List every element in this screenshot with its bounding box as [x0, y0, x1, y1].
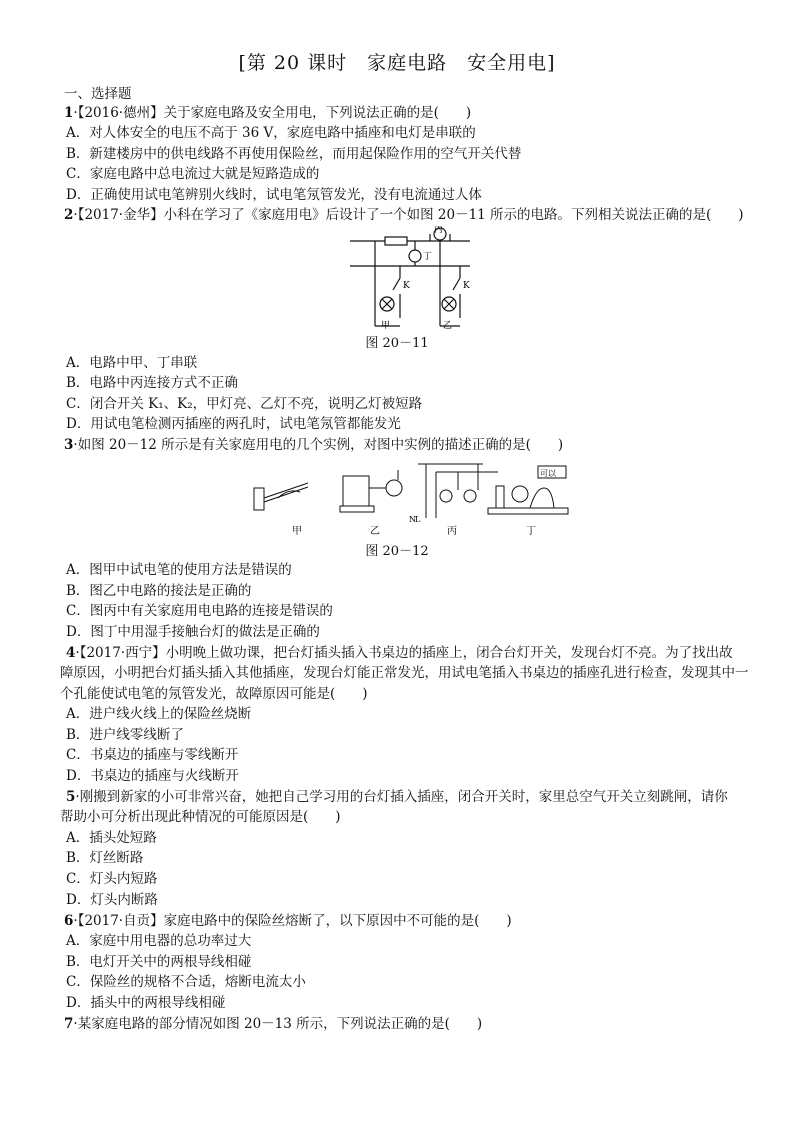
label-bing: 丙 — [447, 526, 457, 537]
question-number: 5 — [66, 789, 76, 805]
label-jia: 甲 — [381, 321, 391, 330]
figure-caption: 图 20－12 — [365, 544, 429, 559]
label-k2: K — [463, 281, 470, 291]
question-1 — [64, 103, 471, 123]
option-a: A．家庭中用电器的总功率过大 — [66, 933, 252, 949]
label-n: N — [409, 515, 416, 524]
option-d: D．书桌边的插座与火线断开 — [66, 768, 239, 784]
question-number: 3 — [64, 437, 74, 453]
question-2 — [64, 205, 744, 225]
label-k1: K — [403, 281, 410, 291]
question-7 — [64, 1014, 482, 1034]
label-yi: 乙 — [370, 526, 380, 537]
option-d: D．图丁中用湿手接触台灯的做法是正确的 — [66, 624, 320, 640]
option-b: B．灯丝断路 — [66, 850, 144, 866]
option-b: B．进户线零线断了 — [66, 727, 184, 743]
figure-20-11-circuit — [345, 226, 475, 330]
question-stem: ·刚搬到新家的小可非常兴奋，她把自己学习用的台灯插入插座，闭合开关时，家里总空气开关立刻跳闸，请你 — [75, 789, 728, 805]
label-ding: 丁 — [423, 252, 433, 262]
option-c: C．图丙中有关家庭用电电路的连接是错误的 — [66, 603, 333, 619]
question-4-line-3: 个孔能使试电笔的氖管发光，故障原因可能是( ) — [60, 686, 368, 702]
option-b: B．图乙中电路的接法是正确的 — [66, 583, 252, 599]
label-l: L — [415, 515, 421, 524]
option-a: A．插头处短路 — [66, 830, 157, 846]
question-number: 4 — [66, 645, 76, 661]
label-keyi: 可以 — [540, 469, 556, 478]
question-stem: ·某家庭电路的部分情况如图 20－13 所示，下列说法正确的是( ) — [73, 1016, 483, 1032]
section-heading: 一、选择题 — [64, 86, 132, 102]
question-5-line-2: 帮助小可分析出现此种情况的可能原因是( ) — [60, 809, 341, 825]
label-bing: 丙 — [434, 226, 444, 235]
question-number: 6 — [64, 913, 74, 929]
option-c: C．家庭电路中总电流过大就是短路造成的 — [66, 166, 320, 182]
question-stem: ·【2017·西宁】小明晚上做功课，把台灯插头插入书桌边的插座上，闭合台灯开关，发现台灯不亮。为了找出故 — [75, 645, 733, 661]
question-number: 1 — [64, 105, 74, 121]
question-number: 7 — [64, 1016, 74, 1032]
question-stem: ·如图 20－12 所示是有关家庭用电的几个实例，对图中实例的描述正确的是( ) — [73, 437, 564, 453]
option-d: D．用试电笔检测丙插座的两孔时，试电笔氖管都能发光 — [66, 416, 401, 432]
question-4 — [66, 643, 733, 663]
question-stem: ·【2017·金华】小科在学习了《家庭用电》后设计了一个如图 20－11 所示的电路。下列相关说法正确的是( ) — [73, 207, 744, 223]
option-d: D．正确使用试电笔辨别火线时，试电笔氖管发光，没有电流通过人体 — [66, 187, 482, 203]
question-3 — [64, 435, 563, 455]
option-c: C．书桌边的插座与零线断开 — [66, 747, 239, 763]
option-a: A．图甲中试电笔的使用方法是错误的 — [66, 562, 292, 578]
option-d: D．灯头内断路 — [66, 892, 158, 908]
option-a: A．对人体安全的电压不高于 36 V，家庭电路中插座和电灯是串联的 — [66, 125, 476, 141]
figure-caption: 图 20－11 — [365, 336, 429, 351]
option-a: A．电路中甲、丁串联 — [66, 355, 198, 371]
question-6 — [64, 911, 512, 931]
option-c: C．保险丝的规格不合适，熔断电流太小 — [66, 974, 306, 990]
option-b: B．新建楼房中的供电线路不再使用保险丝，而用起保险作用的空气开关代替 — [66, 146, 522, 162]
label-ding: 丁 — [526, 526, 536, 537]
label-jia: 甲 — [292, 526, 302, 537]
page-title: [第 20 课时 家庭电路 安全用电] — [238, 52, 556, 74]
question-number: 2 — [64, 207, 74, 223]
question-4-line-2: 障原因，小明把台灯插头插入其他插座，发现台灯能正常发光，用试电笔插入书桌边的插座孔进行检查，发现其中一 — [60, 665, 749, 681]
option-c: C．闭合开关 K₁、K₂，甲灯亮、乙灯不亮，说明乙灯被短路 — [66, 396, 423, 412]
question-stem: ·【2016·德州】关于家庭电路及安全用电，下列说法正确的是( ) — [73, 105, 472, 121]
option-d: D．插头中的两根导线相碰 — [66, 995, 226, 1011]
option-c: C．灯头内短路 — [66, 871, 158, 887]
question-stem: ·【2017·自贡】家庭电路中的保险丝熔断了，以下原因中不可能的是( ) — [73, 913, 512, 929]
figure-20-12-examples — [248, 458, 578, 538]
option-b: B．电路中丙连接方式不正确 — [66, 375, 238, 391]
option-b: B．电灯开关中的两根导线相碰 — [66, 954, 252, 970]
label-yi: 乙 — [443, 321, 453, 330]
question-5 — [66, 787, 728, 807]
option-a: A．进户线火线上的保险丝烧断 — [66, 706, 252, 722]
